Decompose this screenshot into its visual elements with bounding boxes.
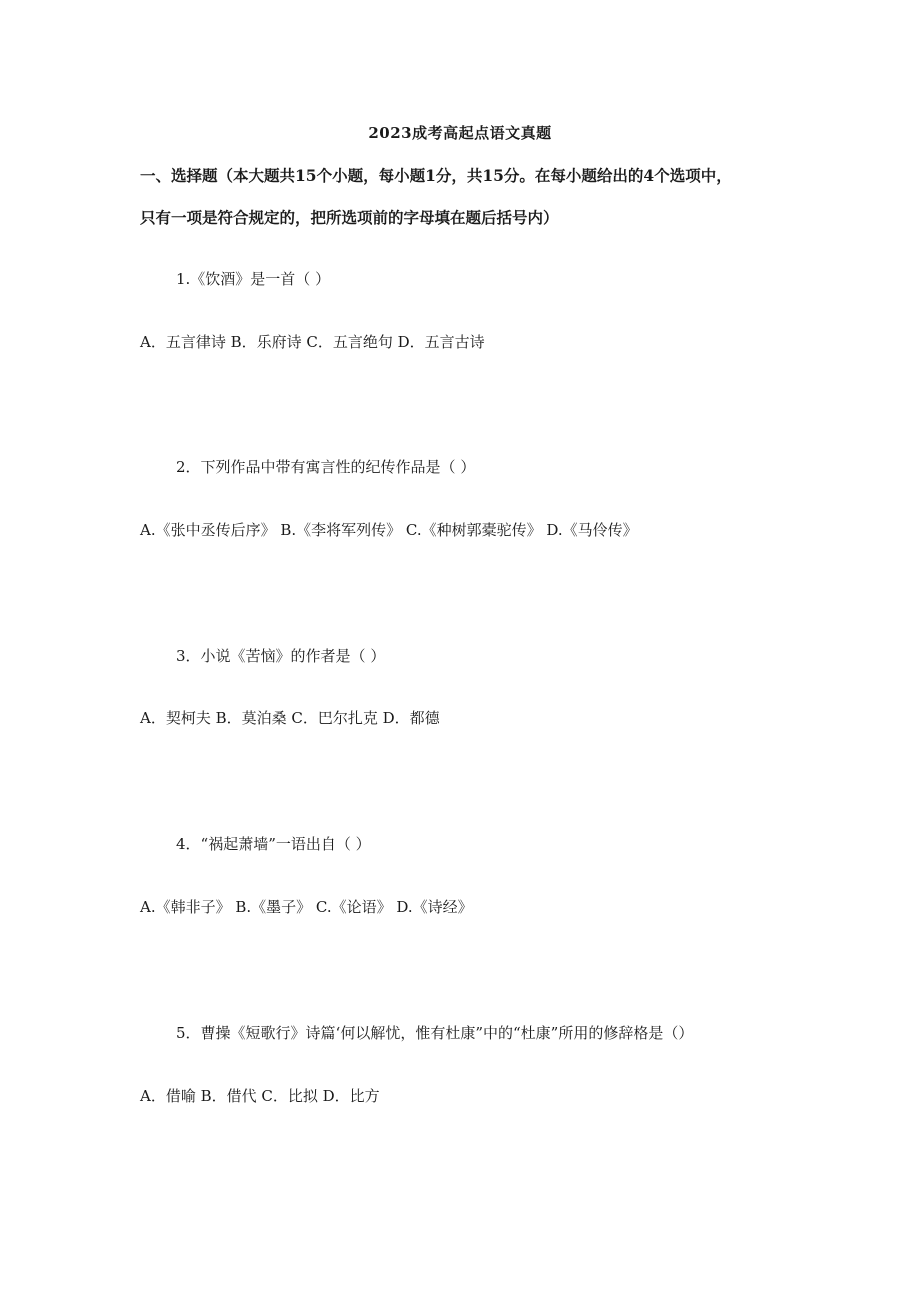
question-1-stem: 1.《饮酒》是一首（ ） (176, 270, 331, 288)
question-1-options: A．五言律诗 B．乐府诗 C．五言绝句 D．五言古诗 (140, 333, 485, 351)
question-5-options: A．借喻 B．借代 C．比拟 D．比方 (140, 1087, 380, 1105)
section-heading-line-1: 一、选择题（本大题共15个小题，每小题1分，共15分。在每小题给出的4个选项中， (140, 166, 732, 185)
question-3-options: A．契柯夫 B．莫泊桑 C．巴尔扎克 D．都德 (140, 709, 440, 727)
section-heading-line-2: 只有一项是符合规定的，把所选项前的字母填在题后括号内） (140, 208, 559, 227)
question-2-options: A.《张中丞传后序》 B.《李将军列传》 C.《种树郭橐驼传》 D.《马伶传》 (140, 521, 638, 539)
question-2-stem: 2．下列作品中带有寓言性的纪传作品是（ ） (176, 458, 476, 476)
question-4-stem: 4．“祸起萧墙”一语出自（ ） (176, 835, 371, 853)
question-5-stem: 5．曹操《短歌行》诗篇‘何以解忧，惟有杜康”中的“杜康”所用的修辞格是（） (176, 1024, 694, 1042)
question-3-stem: 3．小说《苦恼》的作者是（ ） (176, 647, 386, 665)
question-4-options: A.《韩非子》 B.《墨子》 C.《论语》 D.《诗经》 (140, 898, 473, 916)
document-title: 2023成考高起点语文真题 (368, 124, 552, 142)
